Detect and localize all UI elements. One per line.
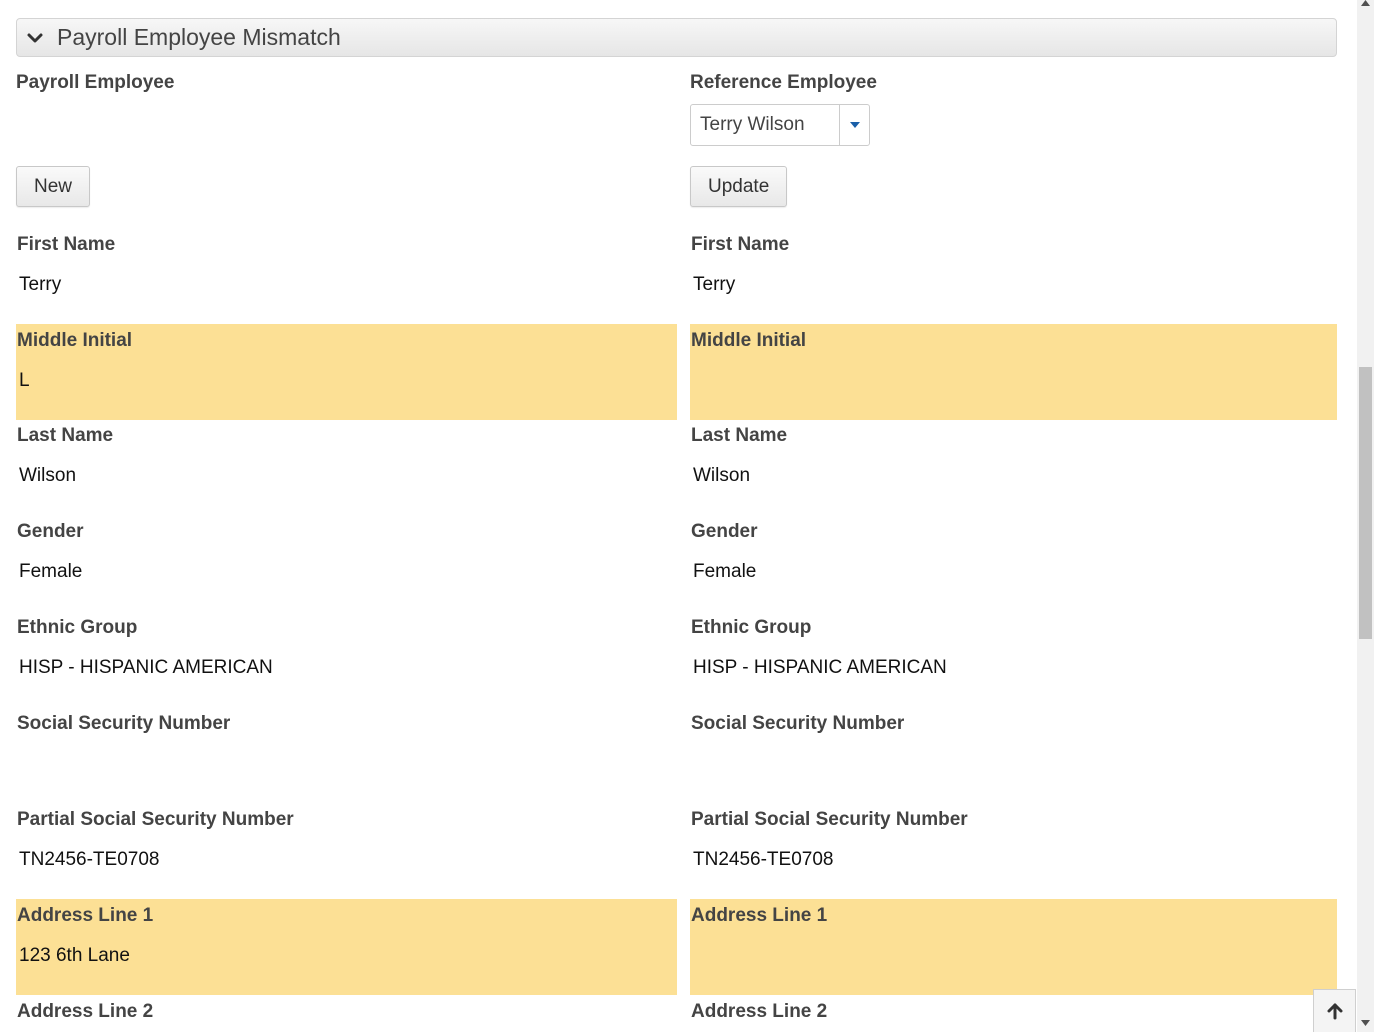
scroll-up-arrow[interactable] (1357, 0, 1374, 10)
payroll-employee-heading: Payroll Employee (16, 72, 175, 93)
field-value: Terry (19, 274, 62, 295)
field-label: Address Line 2 (691, 1001, 828, 1022)
left-field-ssn (16, 707, 677, 803)
left-field-address-line-1 (16, 899, 677, 995)
left-field-last-name (16, 419, 677, 515)
field-label: Gender (17, 521, 84, 542)
field-label: Middle Initial (17, 330, 133, 351)
right-field-partial-ssn (690, 803, 1337, 899)
new-button[interactable]: New (16, 166, 90, 207)
chevron-down-icon (26, 29, 44, 47)
field-value: Wilson (19, 465, 77, 486)
caret-down-icon (1361, 1020, 1370, 1026)
left-field-gender (16, 515, 677, 611)
arrow-up-icon (1326, 1002, 1344, 1020)
left-field-ethnic-group (16, 611, 677, 707)
field-label: Address Line 1 (17, 905, 154, 926)
caret-up-icon (1361, 0, 1370, 6)
field-label: Middle Initial (691, 330, 807, 351)
select-value: Terry Wilson (700, 114, 805, 135)
field-value: HISP - HISPANIC AMERICAN (693, 657, 947, 678)
field-value: L (19, 370, 30, 391)
field-value: Female (19, 561, 83, 582)
field-value: TN2456-TE0708 (693, 849, 834, 870)
field-value: TN2456-TE0708 (19, 849, 160, 870)
update-button[interactable]: Update (690, 166, 787, 207)
left-field-middle-initial (16, 324, 677, 420)
dropdown-toggle[interactable] (839, 105, 869, 145)
field-value: Female (693, 561, 757, 582)
caret-down-icon (849, 121, 861, 129)
field-value: Wilson (693, 465, 751, 486)
field-label: Ethnic Group (17, 617, 138, 638)
field-value: 123 6th Lane (19, 945, 130, 966)
field-label: Social Security Number (691, 713, 905, 734)
right-field-ssn (690, 707, 1337, 803)
scroll-thumb[interactable] (1359, 367, 1372, 639)
right-field-address-line-1 (690, 899, 1337, 995)
right-field-last-name (690, 419, 1337, 515)
field-label: Partial Social Security Number (17, 809, 294, 830)
field-label: Last Name (691, 425, 788, 446)
reference-employee-select[interactable] (690, 104, 870, 146)
left-field-partial-ssn (16, 803, 677, 899)
right-field-first-name (690, 228, 1337, 324)
field-label: Gender (691, 521, 758, 542)
field-label: First Name (17, 234, 116, 255)
field-label: First Name (691, 234, 790, 255)
right-field-middle-initial (690, 324, 1337, 420)
panel-title: Payroll Employee Mismatch (57, 24, 341, 50)
field-value: HISP - HISPANIC AMERICAN (19, 657, 273, 678)
back-to-top-button[interactable] (1313, 989, 1356, 1032)
field-label: Last Name (17, 425, 114, 446)
left-field-first-name (16, 228, 677, 324)
right-field-address-line-2 (690, 995, 1337, 1032)
left-field-address-line-2 (16, 995, 677, 1032)
field-label: Ethnic Group (691, 617, 812, 638)
field-label: Partial Social Security Number (691, 809, 968, 830)
right-field-gender (690, 515, 1337, 611)
field-label: Address Line 2 (17, 1001, 154, 1022)
reference-employee-heading: Reference Employee (690, 72, 877, 93)
field-value: Terry (693, 274, 736, 295)
right-field-ethnic-group (690, 611, 1337, 707)
vertical-scrollbar[interactable] (1357, 0, 1374, 1032)
panel-header[interactable] (16, 18, 1337, 57)
field-label: Social Security Number (17, 713, 231, 734)
scroll-down-arrow[interactable] (1357, 1014, 1374, 1032)
field-label: Address Line 1 (691, 905, 828, 926)
